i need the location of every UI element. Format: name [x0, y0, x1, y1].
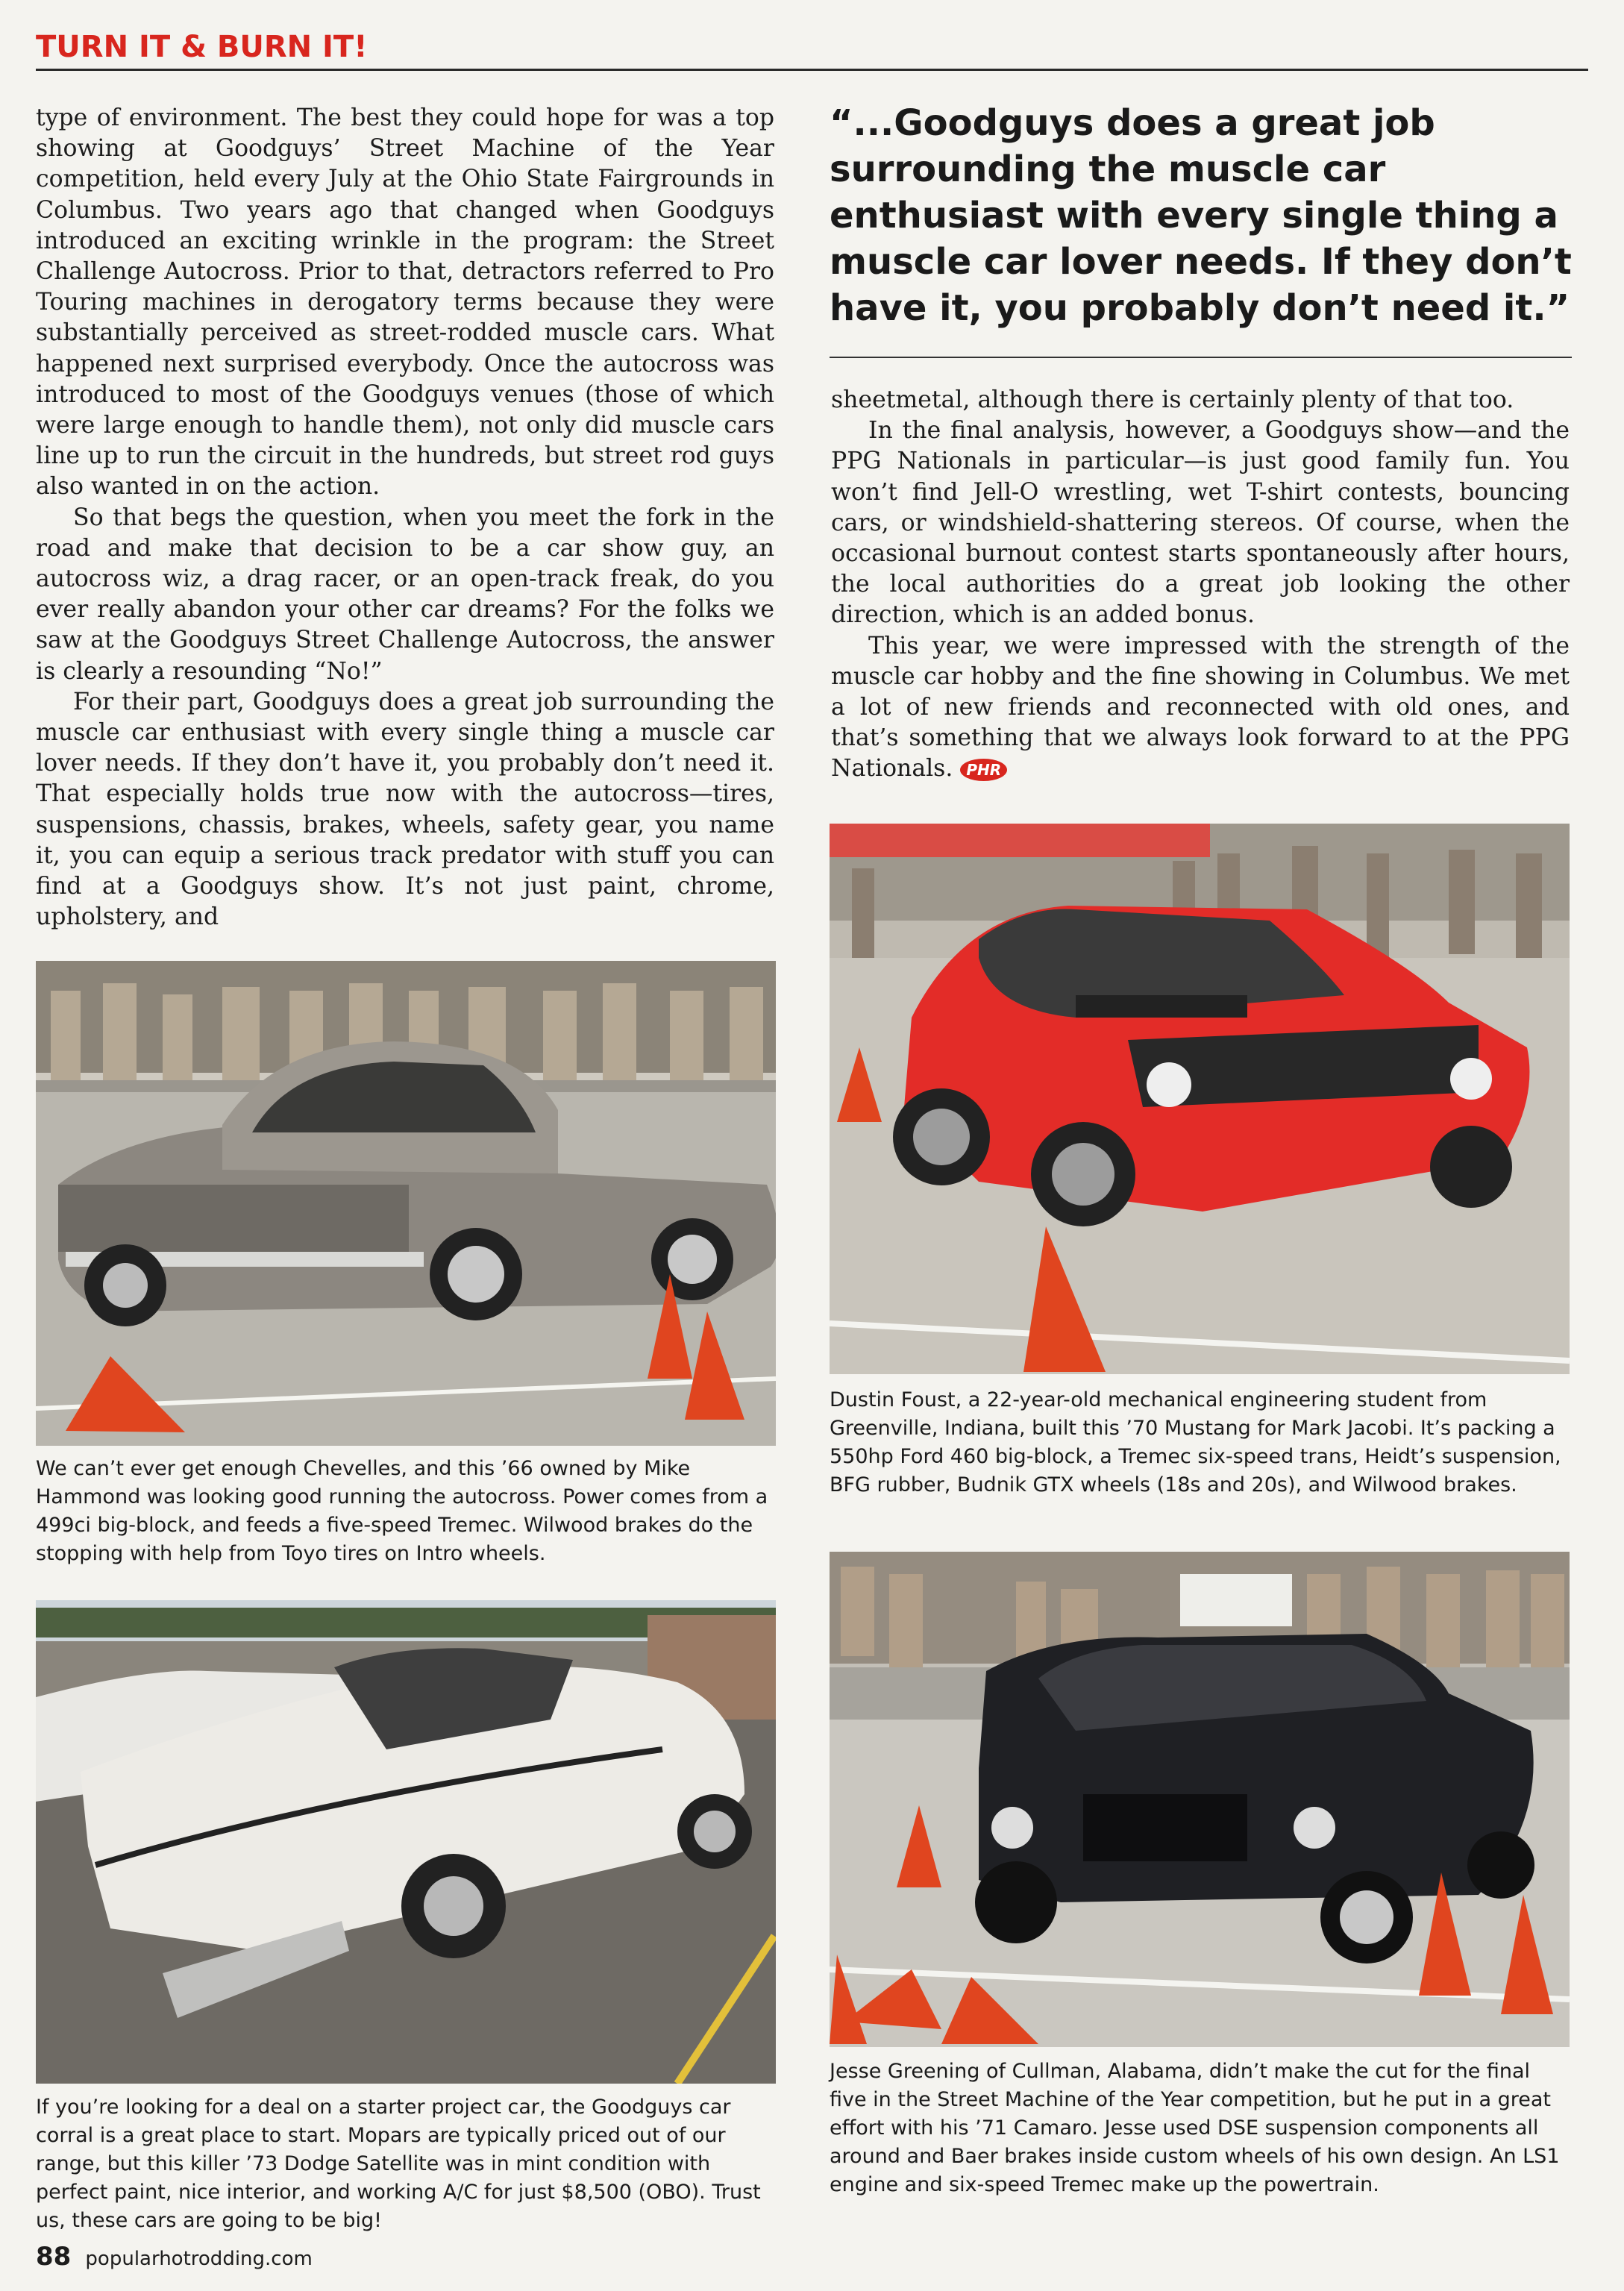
section-title: TURN IT & BURN IT!	[36, 30, 368, 64]
body-paragraph: sheetmetal, although there is certainly plenty of that too.	[831, 386, 1514, 413]
page-number: 88	[36, 2242, 72, 2272]
article-body-left	[36, 103, 774, 933]
photo-camaro	[830, 1552, 1570, 2047]
page-footer	[36, 2242, 313, 2272]
photo-satellite	[36, 1600, 776, 2084]
end-mark-logo: PHR	[960, 759, 1007, 781]
body-paragraph: In the final analysis, however, a Goodguys show—and the PPG Nationals in particular—is just good family fun. You won’t find Jell-O wrestling, wet T-shirt contests, bouncing cars, or windshield-shattering stereos. Of course, when the occasional burnout contest starts spontaneously after hours, the local authorities do a great job looking the other direction, which is an added bonus.	[831, 417, 1570, 629]
section-header	[36, 27, 1588, 71]
body-paragraph: type of environment. The best they could hope for was a top showing at Goodguys’ Street Machine of the Year competition, held every July at the Ohio State Fairgrounds in Columbus. Two years ago that changed when Goodguys introduced an exciting wrinkle in the program: the Street Challenge Autocross. Prior to that, detractors referred to Pro Touring machines in derogatory terms because they were substantially perceived as street-rodded muscle cars. What happened next surprised everybody. Once the autocross was introduced to most of the Goodguys venues (those of which were large enough to handle them), not only did muscle cars line up to run the circuit in the hundreds, but street rod guys also wanted in on the action.	[36, 104, 774, 501]
pull-quote-rule	[830, 357, 1572, 358]
body-paragraph: So that begs the question, when you meet the fork in the road and make that decision to be a car show guy, an autocross wiz, a drag racer, or an open-track freak, do you ever really abandon your other car dreams? For the folks we saw at the Goodguys Street Challenge Autocross, the answer is clearly a resounding “No!”	[36, 504, 774, 685]
body-paragraph-last	[831, 631, 1570, 785]
photo-caption-mustang: Dustin Foust, a 22-year-old mechanical engineering student from Greenville, Indiana, built this ’70 Mustang for Mark Jacobi. It’s packing a 550hp Ford 460 big-block, a Tremec six-speed trans, Heidt’s suspension, BFG rubber, Budnik GTX wheels (18s and 20s), and Wilwood brakes.	[830, 1388, 1561, 1496]
photo-mustang	[830, 824, 1570, 1374]
body-paragraph-text: This year, we were impressed with the strength of the muscle car hobby and the fine showing in Columbus. We met a lot of new friends and reconnected with old ones, and that’s something that we always look forward to at the PPG Nationals.	[831, 632, 1570, 783]
body-paragraph: For their part, Goodguys does a great job surrounding the muscle car enthusiast with every single thing a muscle car lover needs. If they don’t have it, you probably don’t need it. That especially holds true now with the autocross—tires, suspensions, chassis, brakes, wheels, safety gear, you name it, you can equip a serious track predator with stuff you can find at a Goodguys show. It’s not just paint, chrome, upholstery, and	[36, 688, 774, 931]
photo-caption-chevelle: We can’t ever get enough Chevelles, and this ’66 owned by Mike Hammond was looking good running the autocross. Power comes from a 499ci big-block, and feeds a five-speed Tremec. Wilwood brakes do the stopping with help from Toyo tires on Intro wheels.	[36, 1457, 768, 1565]
pull-quote: “...Goodguys does a great job surrounding the muscle car enthusiast with every single thing a muscle car lover needs. If they don’t have it, you probably don’t need it.”	[830, 102, 1572, 329]
website-url: popularhotrodding.com	[85, 2248, 313, 2270]
article-body-right	[831, 385, 1570, 785]
photo-caption-satellite: If you’re looking for a deal on a starter project car, the Goodguys car corral is a great place to start. Mopars are typically priced out of our range, but this killer ’73 Dodge Satellite was in mint condition with perfect paint, nice interior, and working A/C for just $8,500 (OBO). Trust us, these cars are going to be big!	[36, 2096, 761, 2232]
photo-chevelle	[36, 961, 776, 1446]
photo-caption-camaro: Jesse Greening of Cullman, Alabama, didn’t make the cut for the final five in the Street Machine of the Year competition, but he put in a great effort with his ’71 Camaro. Jesse used DSE suspension components all around and Baer brakes inside custom wheels of his own design. An LS1 engine and six-speed Tremec make up the powertrain.	[830, 2060, 1560, 2196]
